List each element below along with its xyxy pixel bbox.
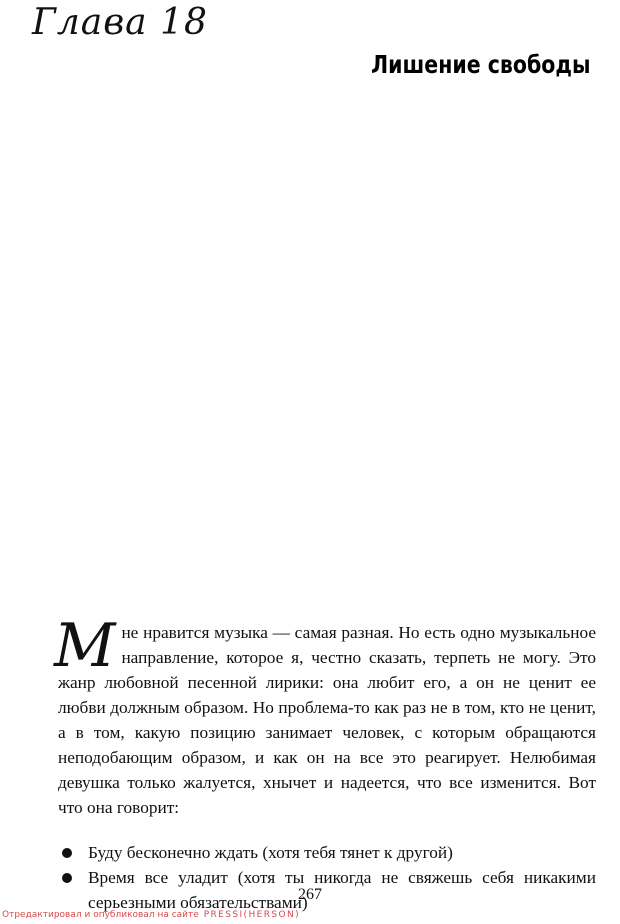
page-number: 267 xyxy=(298,886,322,903)
bullet-icon xyxy=(62,848,72,858)
footer-note xyxy=(2,910,300,920)
footer-text: Отредактировал и опубликовал на сайте xyxy=(2,910,199,920)
bullet-item xyxy=(58,840,596,865)
footer-site: PRESSI(HERSON) xyxy=(203,910,300,920)
drop-cap: М xyxy=(54,611,116,681)
intro-text: не нравится музыка — самая разная. Но есть одно музыкальное направление, которое я, честно сказать, терпеть не могу. Это жанр любовной песенной лирики: она любит его, а он не ценит ее любви должным образом. Но проблема-то как раз не в том, кто не ценит, а в том, какую позицию занимает человек, с которым обращаются неподобающим образом, и как он на все это реагирует. Нелюбимая девушка только жалуется, хнычет и надеется, что все изменится. Вот что она говорит: xyxy=(58,623,596,817)
chapter-label: Глава 18 xyxy=(32,2,208,43)
body-text xyxy=(54,611,596,915)
chapter-title: Лишение свободы xyxy=(370,50,590,79)
bullet-icon xyxy=(62,873,72,883)
bullet-text: Время все уладит (хотя ты никогда не свяжешь себя никакими серьезными обязательствами) xyxy=(88,868,596,912)
intro-paragraph xyxy=(54,611,596,820)
bullet-text: Буду бесконечно ждать (хотя тебя тянет к другой) xyxy=(88,843,453,862)
